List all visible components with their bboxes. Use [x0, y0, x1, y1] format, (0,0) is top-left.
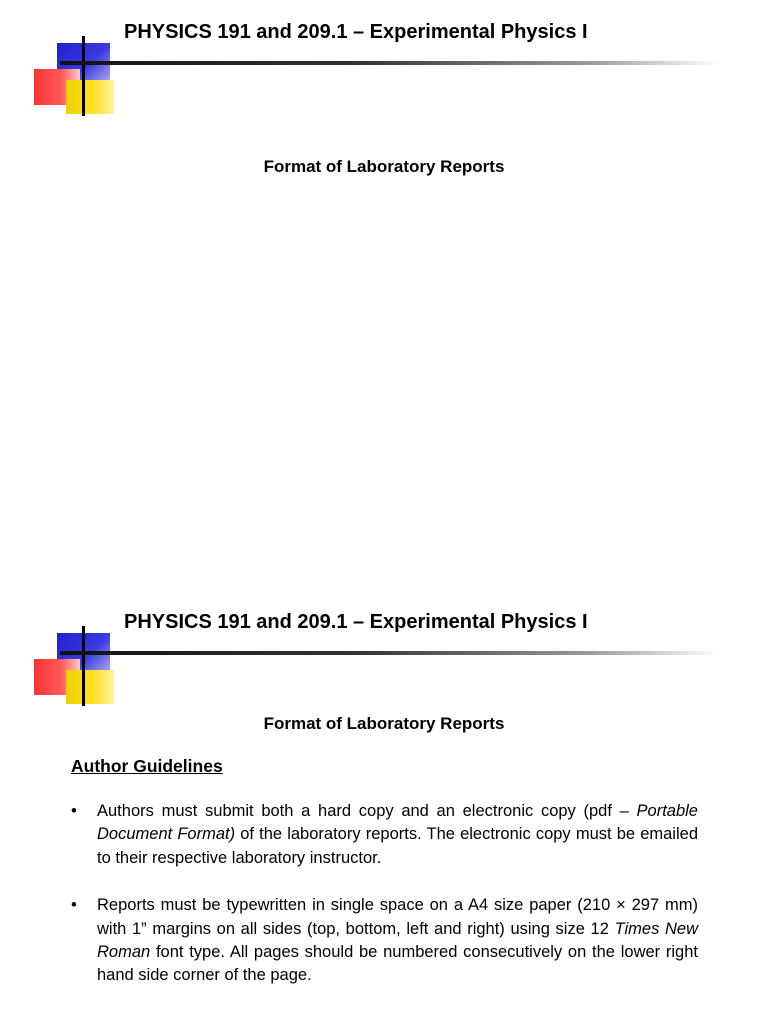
slide-title: PHYSICS 191 and 209.1 – Experimental Physics I: [124, 611, 588, 633]
bullet-text-before: Authors must submit both a hard copy and an electronic copy (pdf –: [97, 802, 637, 820]
slide-logo: [30, 36, 130, 116]
bullet-list: [71, 800, 698, 1012]
bullet-text-before: Reports must be typewritten in single space on a A4 size paper (210 × 297 mm) with 1” margins on all sides (top, bottom, left and right) using size 12: [97, 896, 698, 938]
list-item: [71, 800, 698, 870]
bullet-text-italic: Times New Roman: [97, 919, 698, 962]
logo-vertical-line: [82, 36, 85, 116]
slide-subtitle: Format of Laboratory Reports: [263, 157, 505, 176]
section-heading: Author Guidelines: [71, 756, 223, 776]
bullet-text-italic: Portable Document Format): [97, 802, 698, 844]
bullet-text-after: of the laboratory reports. The electronic copy must be emailed to their respective laboratory instructor.: [97, 825, 698, 867]
title-rule: [60, 61, 720, 65]
bullet-text: [97, 896, 698, 984]
slide-title: PHYSICS 191 and 209.1 – Experimental Physics I: [124, 21, 588, 43]
title-rule: [60, 651, 720, 655]
slide-2: [0, 590, 768, 1024]
bullet-icon: •: [71, 896, 77, 915]
bullet-text: [97, 802, 698, 867]
logo-yellow-square: [66, 80, 114, 114]
bullet-text-after: font type. All pages should be numbered consecutively on the lower right hand side corner of the page.: [97, 943, 698, 985]
list-item: [71, 894, 698, 988]
logo-vertical-line: [82, 626, 85, 706]
slide-subtitle: Format of Laboratory Reports: [263, 714, 505, 733]
bullet-icon: •: [71, 802, 77, 820]
logo-yellow-square: [66, 670, 114, 704]
slide-logo: [30, 626, 130, 706]
